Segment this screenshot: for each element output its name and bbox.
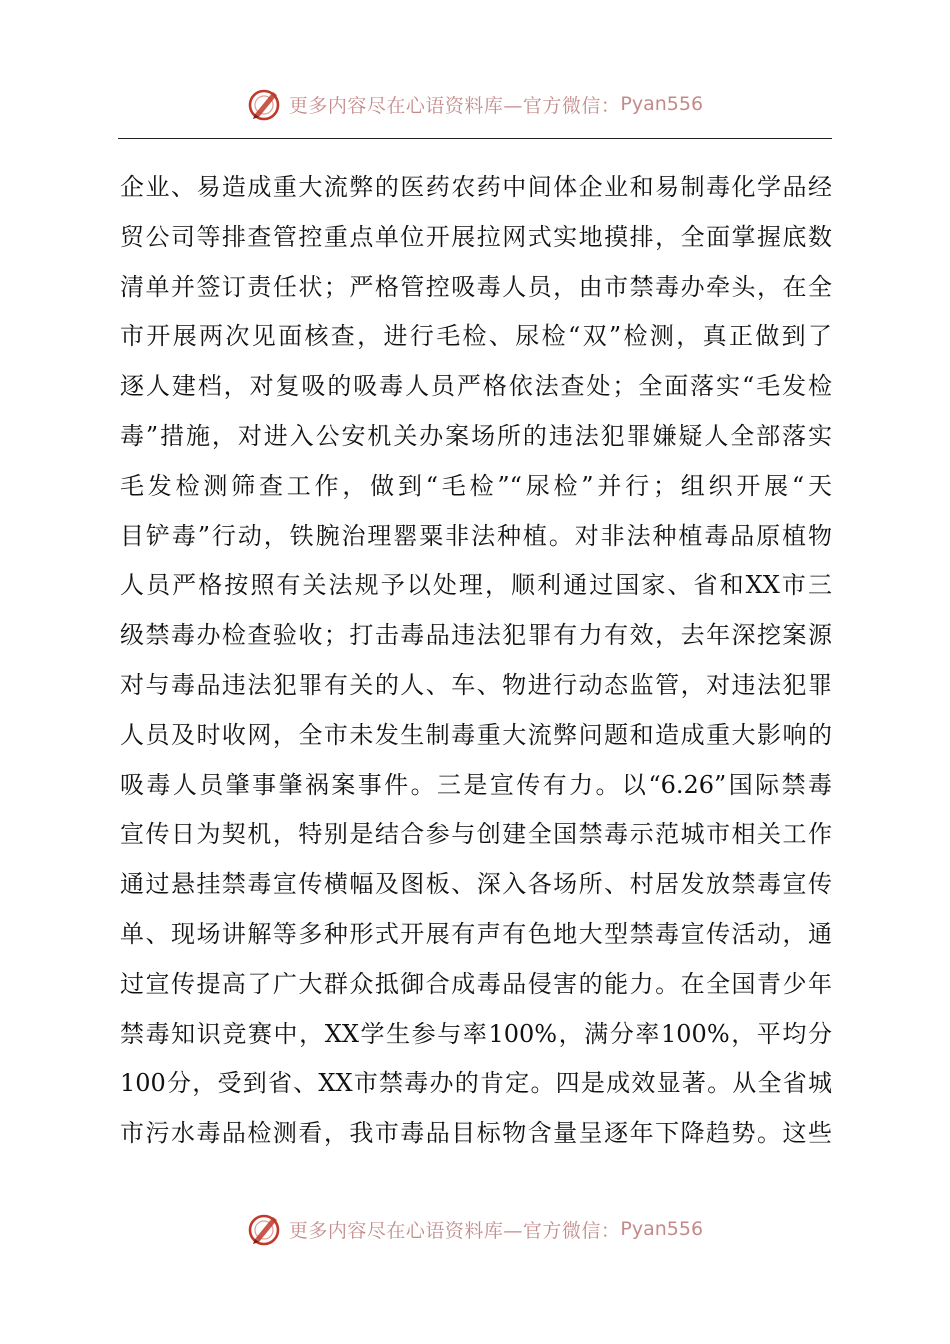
body-line: 级禁毒办检查验收；打击毒品违法犯罪有力有效，去年深挖案源 xyxy=(120,621,832,650)
body-line: 人员及时收网，全市未发生制毒重大流弊问题和造成重大影响的 xyxy=(120,720,832,749)
body-line: 企业、易造成重大流弊的医药农药中间体企业和易制毒化学品经 xyxy=(120,173,832,201)
header-banner xyxy=(0,82,950,126)
footer-banner-text: 更多内容尽在心语资料库—官方微信： xyxy=(288,1219,621,1242)
body-line: 清单并签订责任状；严格管控吸毒人员，由市禁毒办牵头，在全 xyxy=(120,272,832,301)
footer-wechat-id: Pyan556 xyxy=(620,1218,704,1240)
body-line: 市污水毒品检测看，我市毒品目标物含量呈逐年下降趋势。这些 xyxy=(120,1119,832,1148)
body-line: 通过悬挂禁毒宣传横幅及图板、深入各场所、村居发放禁毒宣传 xyxy=(120,870,832,899)
pen-seal-logo-icon xyxy=(247,86,283,122)
body-line: 逐人建档，对复吸的吸毒人员严格依法查处；全面落实“毛发检 xyxy=(120,372,832,401)
body-line: 单、现场讲解等多种形式开展有声有色地大型禁毒宣传活动，通 xyxy=(120,919,832,948)
pen-seal-logo-icon xyxy=(247,1211,283,1247)
body-line: 过宣传提高了广大群众抵御合成毒品侵害的能力。在全国青少年 xyxy=(120,969,832,998)
header-divider xyxy=(118,138,832,139)
header-banner-text: 更多内容尽在心语资料库—官方微信： xyxy=(288,94,621,117)
body-line: 毛发检测筛查工作，做到“毛检”“尿检”并行；组织开展“天 xyxy=(120,471,832,500)
body-line: 人员严格按照有关法规予以处理，顺利通过国家、省和XX市三 xyxy=(120,571,832,600)
body-line: 禁毒知识竞赛中，XX学生参与率100%，满分率100%，平均分 xyxy=(120,1019,832,1048)
body-line: 毒”措施，对进入公安机关办案场所的违法犯罪嫌疑人全部落实 xyxy=(120,421,832,450)
body-line: 100分，受到省、XX市禁毒办的肯定。四是成效显著。从全省城 xyxy=(120,1069,832,1098)
document-body xyxy=(120,163,832,1159)
body-line: 宣传日为契机，特别是结合参与创建全国禁毒示范城市相关工作 xyxy=(120,820,832,849)
body-line: 对与毒品违法犯罪有关的人、车、物进行动态监管，对违法犯罪 xyxy=(120,670,832,699)
footer-banner xyxy=(0,1207,950,1251)
body-line: 市开展两次见面核查，进行毛检、尿检“双”检测，真正做到了 xyxy=(120,322,832,351)
body-line: 目铲毒”行动，铁腕治理罂粟非法种植。对非法种植毒品原植物 xyxy=(120,521,832,550)
header-wechat-id: Pyan556 xyxy=(620,93,704,115)
body-line: 贸公司等排查管控重点单位开展拉网式实地摸排，全面掌握底数 xyxy=(120,222,832,251)
body-line: 吸毒人员肇事肇祸案事件。三是宣传有力。以“6.26”国际禁毒 xyxy=(120,770,832,799)
